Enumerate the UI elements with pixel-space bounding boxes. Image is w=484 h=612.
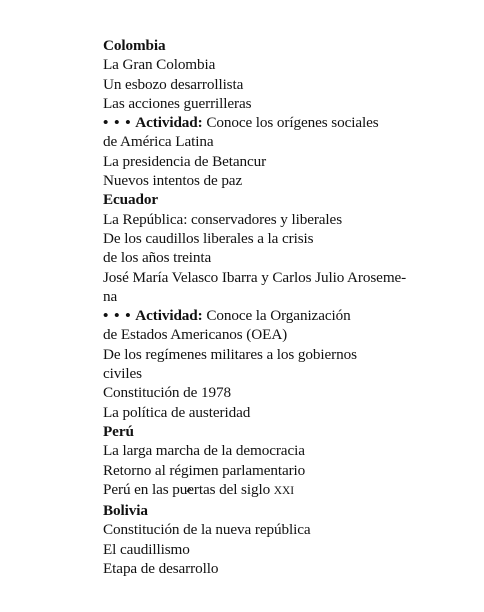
toc-entry-century: [103, 480, 463, 501]
activity-bullets: • • •: [103, 307, 132, 325]
toc-entry: Etapa de desarrollo: [103, 560, 219, 578]
toc-entry: Las acciones guerrilleras: [103, 94, 252, 112]
toc-entry: civiles: [103, 365, 142, 383]
toc-entry: La República: conservadores y liberales: [103, 210, 343, 228]
toc-entry-text: Perú en las puertas del siglo: [103, 480, 274, 498]
activity-label: Actividad:: [135, 307, 203, 325]
table-of-contents: [103, 36, 463, 578]
toc-entry: Constitución de la nueva república: [103, 521, 311, 539]
toc-entry: na: [103, 287, 118, 305]
activity-text: Conoce los orígenes sociales: [206, 114, 379, 132]
toc-entry: El caudillismo: [103, 540, 190, 558]
section-heading-colombia: Colombia: [103, 37, 166, 54]
toc-entry: Retorno al régimen parlamentario: [103, 461, 306, 479]
activity-text: Conoce la Organización: [206, 307, 351, 325]
toc-entry: De los regímenes militares a los gobiernos: [103, 345, 357, 363]
activity-entry: [103, 306, 463, 325]
section-heading-peru: Perú: [103, 422, 134, 440]
toc-entry: Un esbozo desarrollista: [103, 75, 244, 93]
activity-label: Actividad:: [135, 114, 203, 132]
toc-entry: La larga marcha de la democracia: [103, 442, 305, 460]
toc-entry: José María Velasco Ibarra y Carlos Julio Aroseme-: [103, 268, 407, 286]
section-heading-bolivia: Bolivia: [103, 502, 148, 520]
toc-entry: De los caudillos liberales a la crisis: [103, 229, 314, 247]
toc-entry: La política de austeridad: [103, 403, 251, 421]
activity-continuation: de América Latina: [103, 133, 214, 151]
activity-continuation: de Estados Americanos (OEA): [103, 326, 288, 344]
toc-entry: Constitución de 1978: [103, 384, 231, 402]
stray-pen-mark: [186, 487, 192, 493]
toc-entry: La presidencia de Betancur: [103, 152, 267, 170]
section-heading-ecuador: Ecuador: [103, 191, 158, 209]
toc-entry: de los años treinta: [103, 249, 212, 267]
activity-entry: [103, 113, 463, 132]
toc-entry: Nuevos intentos de paz: [103, 172, 243, 190]
toc-entry: La Gran Colombia: [103, 56, 216, 74]
activity-bullets: • • •: [103, 114, 132, 132]
century-numeral: XXI: [273, 484, 294, 497]
